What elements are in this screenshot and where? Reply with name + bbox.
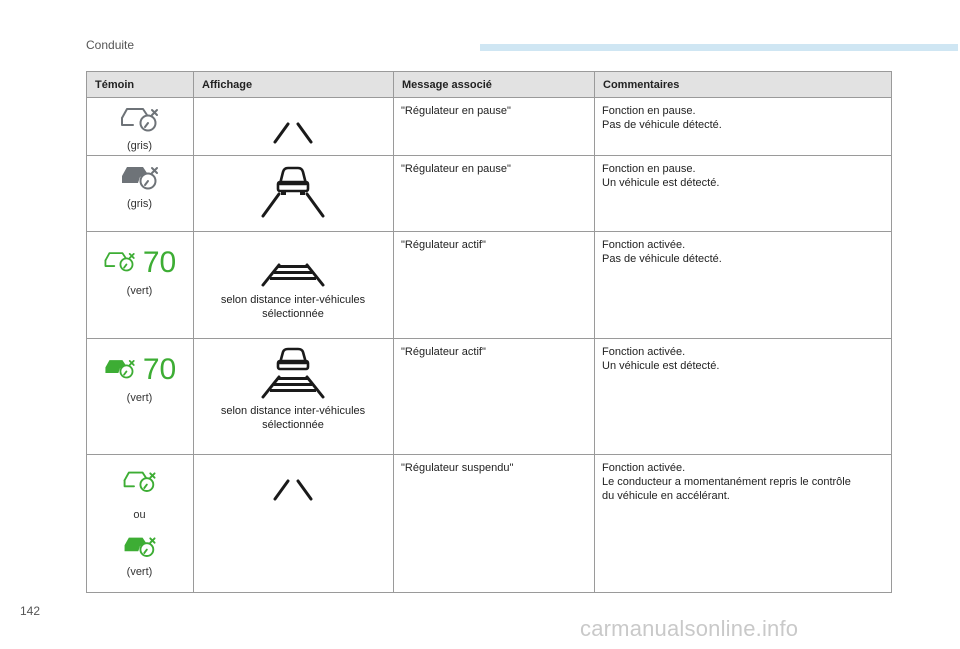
lane-lines-icon bbox=[243, 465, 343, 505]
message-cell bbox=[394, 339, 595, 455]
affichage-cell bbox=[194, 339, 394, 455]
commentaires-cell bbox=[595, 156, 892, 232]
temoin-cell bbox=[87, 156, 194, 232]
cruise-speed-value: 70 bbox=[142, 353, 177, 386]
message-text: "Régulateur actif" bbox=[401, 239, 486, 251]
temoin-color-note: (gris) bbox=[126, 140, 153, 152]
message-text: "Régulateur en pause" bbox=[401, 163, 511, 175]
comment-line: Fonction activée. bbox=[602, 239, 686, 251]
watermark: carmanualsonline.info bbox=[580, 616, 799, 641]
message-text: "Régulateur suspendu" bbox=[401, 462, 514, 474]
page-number: 142 bbox=[20, 604, 41, 618]
comment-line: Fonction activée. bbox=[602, 462, 686, 474]
affichage-cell bbox=[194, 98, 394, 156]
column-header-commentaires: Commentaires bbox=[595, 72, 892, 98]
commentaires-cell bbox=[595, 339, 892, 455]
temoin-cell bbox=[87, 232, 194, 339]
table-row bbox=[87, 232, 892, 339]
table-row bbox=[87, 98, 892, 156]
cruise-control-outline-icon bbox=[119, 106, 161, 134]
table-row bbox=[87, 156, 892, 232]
commentaires-cell bbox=[595, 232, 892, 339]
cruise-control-outline-icon bbox=[122, 469, 158, 495]
affichage-cell bbox=[194, 455, 394, 593]
lane-vehicle-icon bbox=[243, 162, 343, 222]
indicator-table bbox=[86, 71, 892, 593]
message-cell bbox=[394, 232, 595, 339]
header-accent-bar bbox=[480, 44, 958, 51]
cruise-control-vehicle-icon bbox=[103, 356, 137, 382]
section-title: Conduite bbox=[86, 38, 135, 52]
temoin-color-note: (vert) bbox=[126, 285, 153, 297]
affichage-cell bbox=[194, 156, 394, 232]
cruise-speed-value: 70 bbox=[142, 246, 177, 279]
comment-line: Fonction activée. bbox=[602, 346, 686, 358]
lane-lines-icon bbox=[243, 110, 343, 150]
comment-line: Fonction en pause. bbox=[602, 105, 696, 117]
temoin-color-note: (vert) bbox=[126, 566, 153, 578]
temoin-cell bbox=[87, 98, 194, 156]
table-header-row bbox=[87, 72, 892, 98]
lane-distance-bars-icon bbox=[243, 250, 343, 290]
message-text: "Régulateur en pause" bbox=[401, 105, 511, 117]
message-cell bbox=[394, 98, 595, 156]
message-text: "Régulateur actif" bbox=[401, 346, 486, 358]
temoin-cell bbox=[87, 339, 194, 455]
cruise-control-vehicle-icon bbox=[122, 534, 158, 560]
commentaires-cell bbox=[595, 98, 892, 156]
affichage-cell bbox=[194, 232, 394, 339]
table-row bbox=[87, 339, 892, 455]
temoin-color-note: (vert) bbox=[126, 392, 153, 404]
cruise-control-vehicle-icon bbox=[119, 164, 161, 192]
message-cell bbox=[394, 455, 595, 593]
comment-line: Fonction en pause. bbox=[602, 163, 696, 175]
column-header-message: Message associé bbox=[394, 72, 595, 98]
display-caption: selon distance inter-véhicules bbox=[220, 294, 366, 306]
cruise-control-outline-icon bbox=[103, 249, 137, 275]
display-caption: sélectionnée bbox=[262, 308, 324, 320]
lane-vehicle-distance-bars-icon bbox=[243, 345, 343, 401]
temoin-or-note: ou bbox=[133, 509, 146, 521]
display-caption: sélectionnée bbox=[262, 419, 324, 431]
table-row bbox=[87, 455, 892, 593]
comment-line: Le conducteur a momentanément repris le contrôle bbox=[602, 476, 851, 488]
column-header-affichage: Affichage bbox=[194, 72, 394, 98]
comment-line: Un véhicule est détecté. bbox=[602, 360, 720, 372]
temoin-cell bbox=[87, 455, 194, 593]
column-header-temoin: Témoin bbox=[87, 72, 194, 98]
display-caption: selon distance inter-véhicules bbox=[220, 405, 366, 417]
message-cell bbox=[394, 156, 595, 232]
comment-line: Pas de véhicule détecté. bbox=[602, 253, 722, 265]
comment-line: du véhicule en accélérant. bbox=[602, 490, 730, 502]
comment-line: Pas de véhicule détecté. bbox=[602, 119, 722, 131]
temoin-color-note: (gris) bbox=[126, 198, 153, 210]
commentaires-cell bbox=[595, 455, 892, 593]
comment-line: Un véhicule est détecté. bbox=[602, 177, 720, 189]
